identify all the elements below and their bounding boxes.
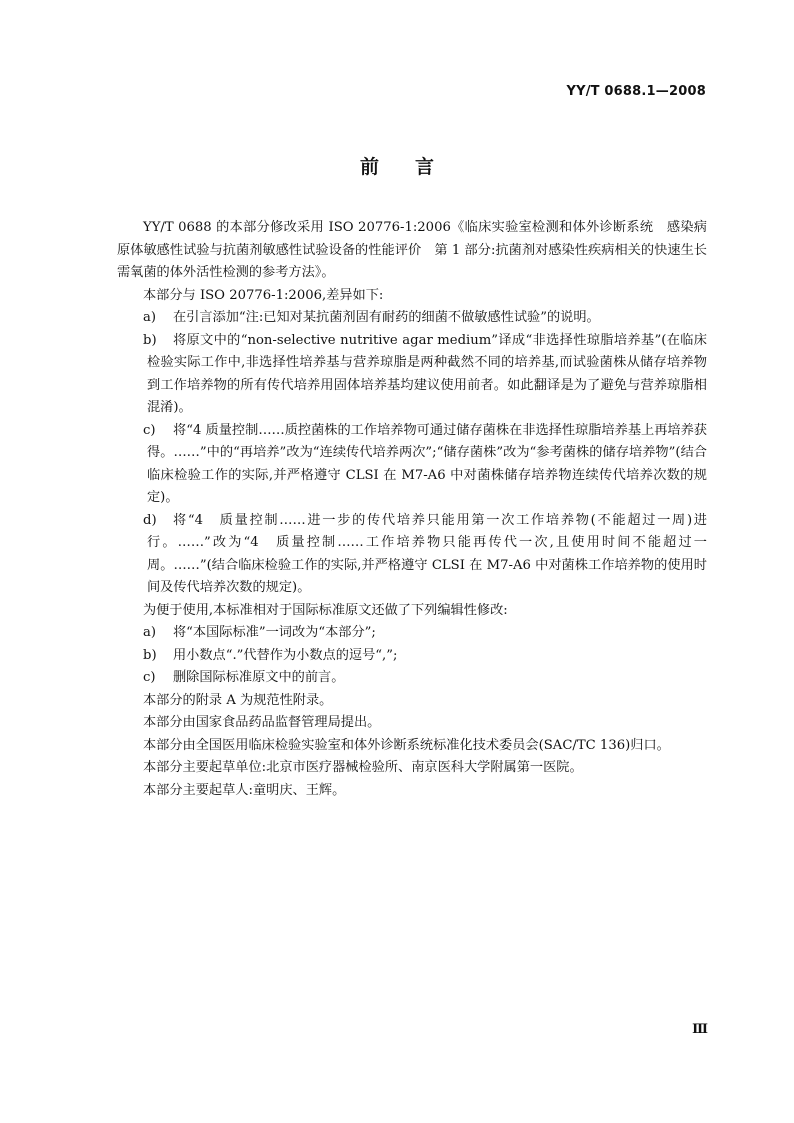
list-marker: b): [143, 647, 157, 663]
list-marker: a): [143, 625, 157, 640]
standard-number: YY/T 0688.1—2008: [566, 84, 706, 99]
list-item-text: 用小数点“.”代替作为小数点的逗号“,”;: [173, 647, 398, 663]
page-title: 前言: [359, 156, 470, 178]
list-marker: d): [143, 512, 157, 528]
list-marker: c): [143, 422, 156, 438]
list-item-text: 删除国际标准原文中的前言。: [173, 670, 345, 685]
list-item: [117, 645, 707, 668]
foreword-body: [117, 217, 707, 802]
intro-paragraph: YY/T 0688 的本部分修改采用 ISO 20776-1:2006《临床实验室检测和体外诊断系统 感染病原体敏感性试验与抗菌剂敏感性试验设备的性能评价 第 1 部分:抗菌剂对感染性疾病相关的快速生长需氧菌的体外活性检测的参考方法》。: [117, 220, 707, 280]
list-item: [117, 510, 707, 600]
drafting-units: 本部分主要起草单位:北京市医疗器械检验所、南京医科大学附属第一医院。: [143, 760, 583, 775]
list-item-text: 将“4 质量控制……质控菌株的工作培养物可通过储存菌株在非选择性琼脂培养基上再培养获得。……”中的“再培养”改为“连续传代培养两次”;“储存菌株”改为“参考菌株的储存培养物”(结合临床检验工作的实际,并严格遵守 CLSI 在 M7-A6 中对菌株储存培养物连续传代培养次数的规定)。: [147, 422, 707, 505]
page-number: Ⅲ: [692, 1022, 708, 1037]
list-item: [117, 667, 707, 690]
list-item: [117, 307, 707, 330]
list-marker: a): [143, 310, 157, 325]
list-item-text: 在引言添加“注:已知对某抗菌剂固有耐药的细菌不做敏感性试验”的说明。: [173, 310, 600, 325]
list-item-text: 将原文中的“non-selective nutritive agar medium”译成“非选择性琼脂培养基”(在临床检验实际工作中,非选择性培养基与营养琼脂是两种截然不同的培养基,而试验菌株从储存培养物到工作培养物的所有传代培养用固体培养基均建议使用前者。如此翻译是为了避免与营养琼脂相混淆)。: [147, 332, 707, 415]
committee-statement: 本部分由全国医用临床检验实验室和体外诊断系统标准化技术委员会(SAC/TC 136)归口。: [143, 737, 670, 753]
list-item: [117, 420, 707, 510]
list-marker: c): [143, 670, 156, 685]
editorial-lead: 为便于使用,本标准相对于国际标准原文还做了下列编辑性修改:: [143, 602, 508, 618]
list-marker: b): [143, 332, 157, 348]
list-item-text: 将“4 质量控制……进一步的传代培养只能用第一次工作培养物(不能超过一周)进行。……”改为“4 质量控制……工作培养物只能再传代一次,且使用时间不能超过一周。……”(结合临床检验工作的实际,并严格遵守 CLSI 在 M7-A6 中对菌株工作培养物的使用时间及传代培养次数的规定)。: [147, 512, 707, 595]
annex-statement: 本部分的附录 A 为规范性附录。: [143, 692, 333, 708]
list-item: [117, 330, 707, 420]
differences-lead: 本部分与 ISO 20776-1:2006,差异如下:: [143, 287, 384, 303]
proposer-statement: 本部分由国家食品药品监督管理局提出。: [143, 715, 381, 730]
drafters: 本部分主要起草人:童明庆、王辉。: [143, 782, 346, 798]
list-item: [117, 622, 707, 645]
list-item-text: 将“本国际标准”一词改为“本部分”;: [173, 625, 376, 640]
